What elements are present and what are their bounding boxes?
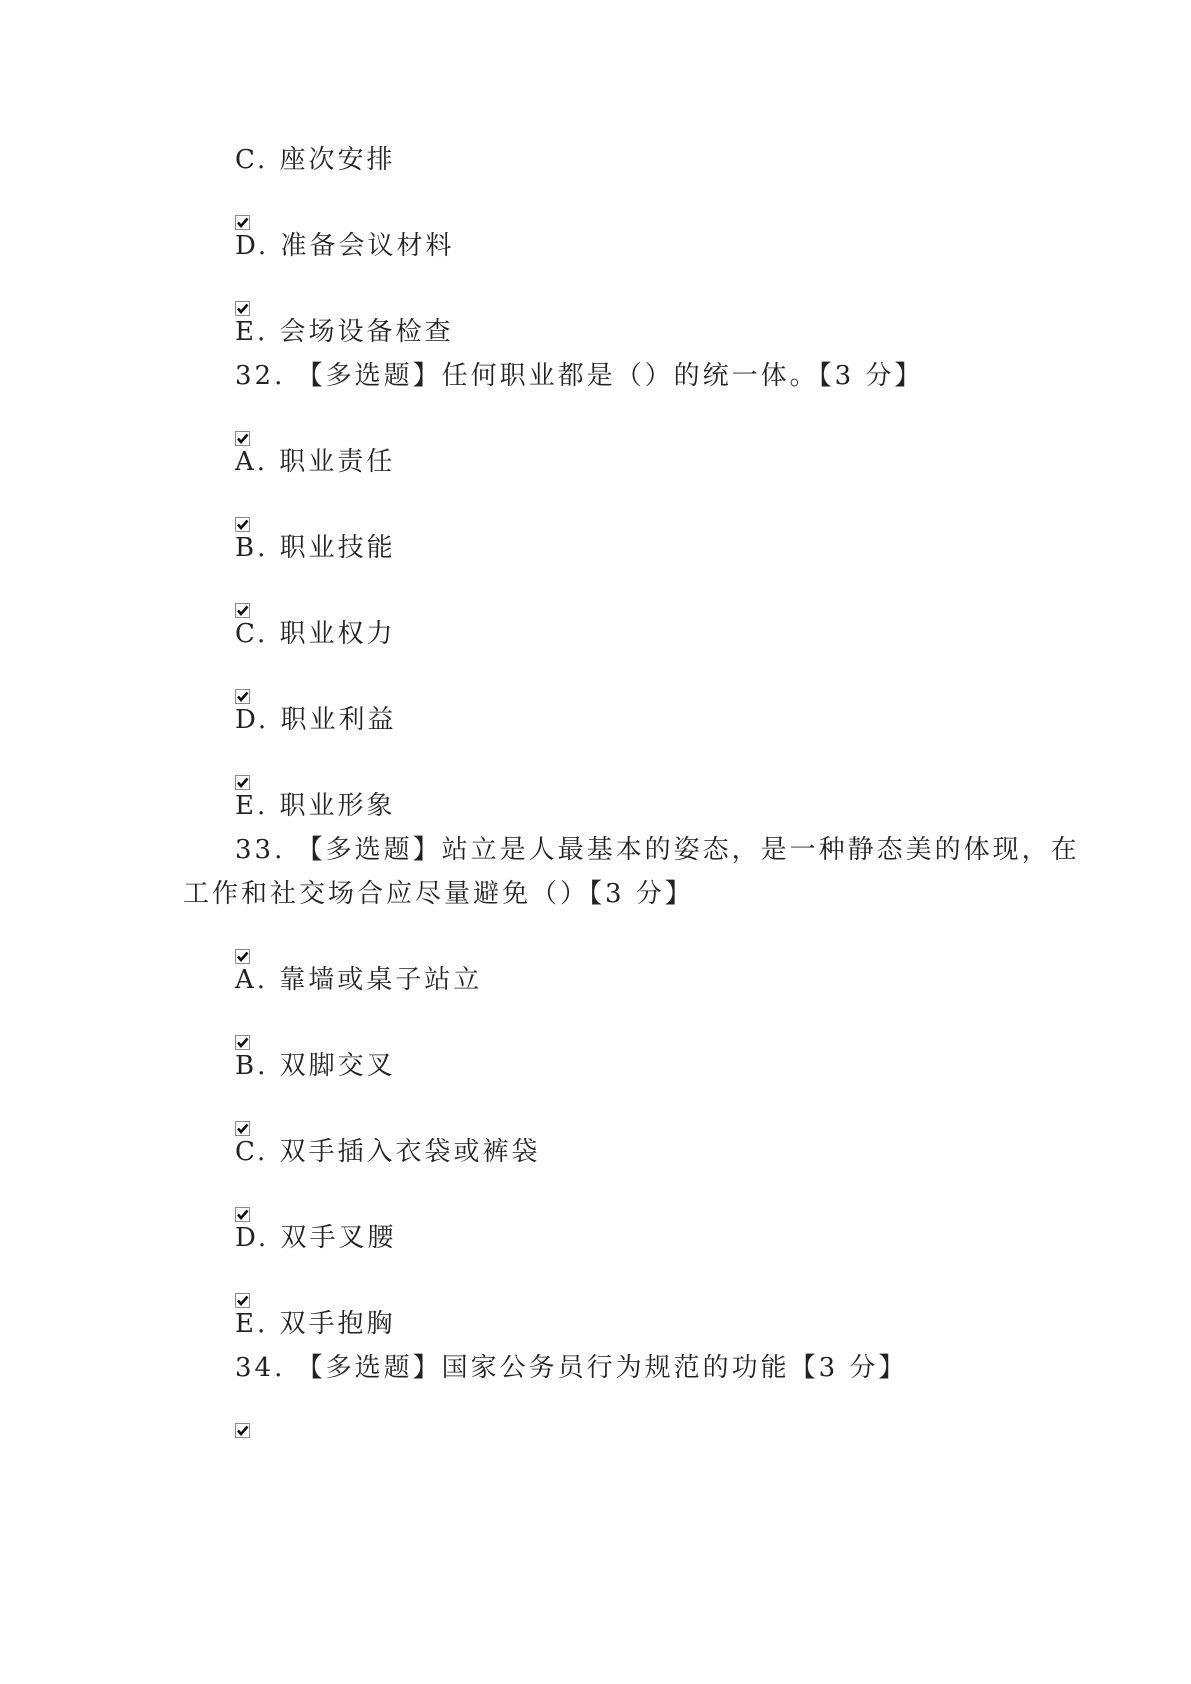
q31-option-d-checkbox[interactable]: [235, 215, 250, 230]
q33-option-b-checkbox[interactable]: [235, 1035, 250, 1050]
q33-option-d: D. 双手叉腰: [235, 1223, 397, 1253]
q33-option-b: B. 双脚交叉: [235, 1051, 396, 1081]
q31-option-d: D. 准备会议材料: [235, 231, 455, 261]
checkmark-icon: [236, 432, 249, 445]
q32-option-b-checkbox[interactable]: [235, 517, 250, 532]
checkmark-icon: [236, 690, 249, 703]
q31-option-e: E. 会场设备检查: [235, 317, 454, 347]
q31-option-c: C. 座次安排: [235, 145, 396, 175]
q32-option-d-checkbox[interactable]: [235, 689, 250, 704]
q33-option-e-checkbox[interactable]: [235, 1293, 250, 1308]
q31-option-e-checkbox[interactable]: [235, 301, 250, 316]
q32-option-e: E. 职业形象: [235, 791, 396, 821]
q32-option-b: B. 职业技能: [235, 533, 396, 563]
q33-stem-line-1: 33. 【多选题】站立是人最基本的姿态，是一种静态美的体现，在: [235, 835, 1080, 865]
q33-option-d-checkbox[interactable]: [235, 1207, 250, 1222]
q34-stem: 34. 【多选题】国家公务员行为规范的功能【3 分】: [235, 1353, 908, 1383]
q32-option-e-checkbox[interactable]: [235, 775, 250, 790]
checkmark-icon: [236, 950, 249, 963]
checkmark-icon: [236, 1294, 249, 1307]
checkmark-icon: [236, 1122, 249, 1135]
q32-option-a: A. 职业责任: [235, 447, 396, 477]
checkmark-icon: [236, 216, 249, 229]
q33-option-a: A. 靠墙或桌子站立: [235, 965, 483, 995]
q33-option-a-checkbox[interactable]: [235, 949, 250, 964]
q32-stem: 32. 【多选题】任何职业都是（）的统一体。【3 分】: [235, 361, 924, 391]
q32-option-c: C. 职业权力: [235, 619, 396, 649]
checkmark-icon: [236, 1424, 249, 1437]
q33-option-c-checkbox[interactable]: [235, 1121, 250, 1136]
checkmark-icon: [236, 302, 249, 315]
checkmark-icon: [236, 1208, 249, 1221]
checkmark-icon: [236, 518, 249, 531]
q34-option-a-checkbox[interactable]: [235, 1423, 250, 1438]
q33-option-e: E. 双手抱胸: [235, 1309, 396, 1339]
checkmark-icon: [236, 604, 249, 617]
checkmark-icon: [236, 1036, 249, 1049]
q33-stem-line-2: 工作和社交场合应尽量避免（）【3 分】: [183, 879, 694, 909]
checkmark-icon: [236, 776, 249, 789]
q33-option-c: C. 双手插入衣袋或裤袋: [235, 1137, 541, 1167]
q32-option-d: D. 职业利益: [235, 705, 397, 735]
q32-option-c-checkbox[interactable]: [235, 603, 250, 618]
q32-option-a-checkbox[interactable]: [235, 431, 250, 446]
